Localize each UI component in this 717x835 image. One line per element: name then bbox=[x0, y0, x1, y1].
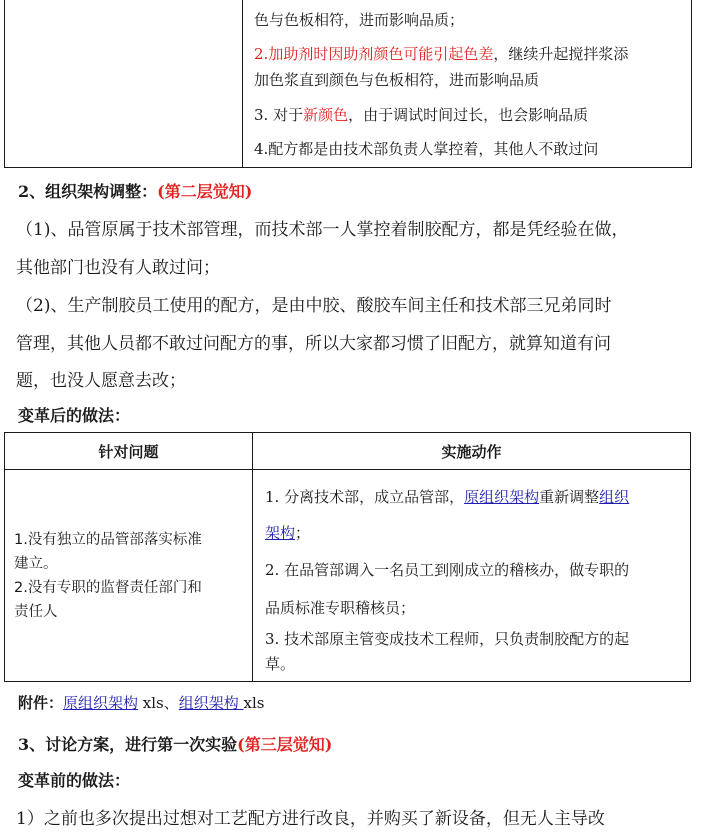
attachment-org-link[interactable]: 组织架构 bbox=[178, 694, 244, 712]
item2-red-text: 加助剂时因助剂颜色可能引起色差 bbox=[268, 45, 494, 63]
item3-red-text: 新颜色 bbox=[303, 106, 349, 124]
table-bottom-border bbox=[4, 681, 691, 682]
problem-line: 2.没有专职的监督责任部门和 bbox=[14, 580, 202, 596]
attachment-ext2: xls bbox=[243, 694, 265, 712]
section2-heading-text: 2、组织架构调整： bbox=[18, 182, 158, 201]
top-table-item-4: 4.配方都是由技术部负责人掌控着，其他人不敢过问 bbox=[254, 140, 599, 158]
section2-p2-line3: 题，也没人愿意去改； bbox=[16, 371, 186, 391]
top-table-bottom-border bbox=[4, 167, 692, 168]
action-3-line1: 3. 技术部原主管变成技术工程师，只负责制胶配方的起 bbox=[265, 630, 630, 648]
top-table-right-border bbox=[691, 0, 692, 168]
org-chart-original-link[interactable]: 原组织架构 bbox=[464, 488, 540, 506]
problem-line: 1.没有独立的品管部落实标准 bbox=[14, 532, 202, 548]
top-table-item-2 bbox=[254, 43, 628, 64]
attachment-ext1: xls、 bbox=[138, 694, 179, 712]
section2-p1-line2: 其他部门也没有人敢过问； bbox=[16, 258, 220, 278]
top-table-item-2-line2: 加色浆直到颜色与色板相符，进而影响品质 bbox=[254, 71, 540, 89]
table-right-border bbox=[690, 432, 691, 682]
action-2-line2: 品质标准专职稽核员； bbox=[265, 599, 416, 617]
top-table-item-3 bbox=[254, 104, 588, 125]
table-header-bottom-border bbox=[4, 469, 691, 470]
top-table-divider bbox=[242, 0, 243, 168]
table-col-divider bbox=[252, 432, 253, 682]
table-top-border bbox=[4, 432, 691, 433]
org-chart-link[interactable]: 组织 bbox=[599, 488, 630, 506]
table-header-action: 实施动作 bbox=[441, 443, 502, 461]
section2-p1-line1: （1)、品管原属于技术部管理，而技术部一人掌控着制胶配方，都是凭经验在做， bbox=[16, 220, 629, 240]
item2-rest: ，继续升起搅拌浆添 bbox=[493, 45, 629, 63]
section2-heading-red: (第二层觉知) bbox=[157, 182, 253, 201]
action1-end: ； bbox=[295, 524, 311, 542]
section3-heading-text: 3、讨论方案，进行第一次实验 bbox=[18, 735, 238, 754]
problem-line: 建立。 bbox=[14, 556, 58, 572]
action1-pre: 1. 分离技术部，成立品管部， bbox=[265, 488, 465, 506]
action-2-line1: 2. 在品管部调入一名员工到刚成立的稽核办，做专职的 bbox=[265, 561, 630, 579]
item3-pre: 3. 对于 bbox=[254, 106, 304, 124]
item2-num: 2. bbox=[254, 45, 269, 63]
top-table-row1-tail: 色与色板相符，进而影响品质； bbox=[254, 11, 465, 29]
after-heading: 变革后的做法： bbox=[18, 406, 131, 425]
problem-line: 责任人 bbox=[14, 604, 58, 620]
problem-cell bbox=[14, 528, 202, 624]
before-heading: 变革前的做法： bbox=[18, 771, 131, 790]
attachment-label: 附件： bbox=[18, 694, 64, 712]
attachment-line bbox=[18, 692, 265, 713]
attachment-original-org-link[interactable]: 原组织架构 bbox=[63, 694, 139, 712]
action-1-line1 bbox=[265, 486, 629, 507]
action-1-line2 bbox=[265, 522, 310, 543]
section2-p2-line2: 管理，其他人员都不敢过问配方的事，所以大家都习惯了旧配方，就算知道有问 bbox=[16, 334, 611, 354]
org-chart-link-cont[interactable]: 架构 bbox=[265, 524, 296, 542]
action-3-line2: 草。 bbox=[265, 655, 296, 673]
action1-mid: 重新调整 bbox=[539, 488, 600, 506]
section3-last-line: 1）之前也多次提出过想对工艺配方进行改良，并购买了新设备，但无人主导改 bbox=[16, 809, 605, 829]
section3-heading bbox=[18, 732, 332, 755]
section2-heading bbox=[18, 179, 252, 202]
table-header-problem: 针对问题 bbox=[98, 443, 159, 461]
table-left-border bbox=[4, 432, 5, 682]
top-table-left-border bbox=[4, 0, 5, 168]
item3-post: ，由于调试时间过长，也会影响品质 bbox=[348, 106, 589, 124]
section2-p2-line1: （2)、生产制胶员工使用的配方，是由中胶、酸胶车间主任和技术部三兄弟同时 bbox=[16, 296, 612, 316]
section3-heading-red: (第三层觉知) bbox=[237, 735, 333, 754]
